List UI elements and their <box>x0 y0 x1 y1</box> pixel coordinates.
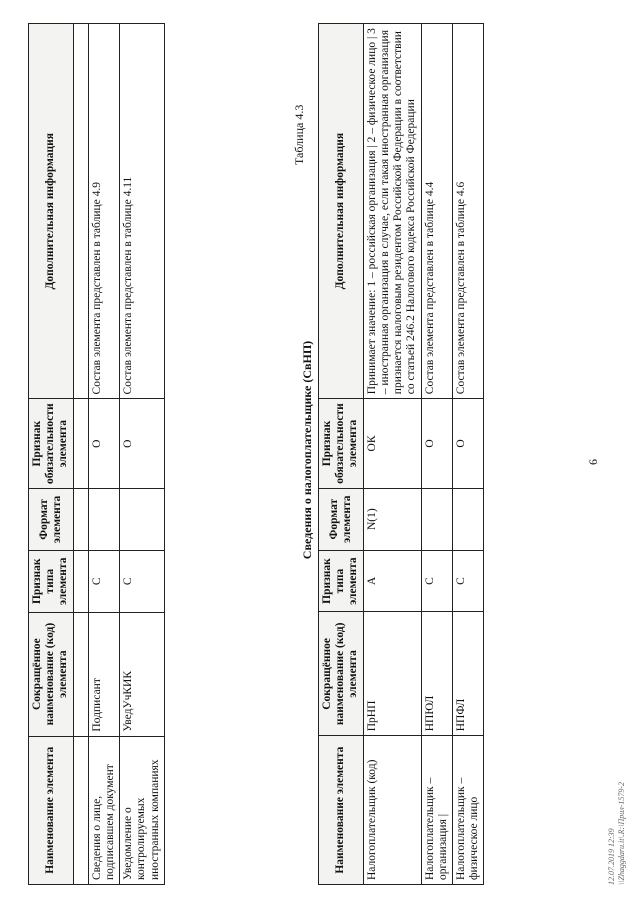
table-row <box>73 24 88 885</box>
cell-format <box>120 488 165 550</box>
cell-name: Уведомление о контролируемых иностранных компаниях <box>120 736 165 884</box>
cell-name: Сведения о лице, подписавшем документ <box>88 736 119 884</box>
table-header-row <box>319 24 364 885</box>
header-required: Признак обязательности элемента <box>29 399 74 489</box>
header-info: Дополнительная информация <box>319 24 364 399</box>
cell-type: А <box>363 550 421 612</box>
cell-info: Состав элемента представлен в таблице 4.6 <box>452 24 483 399</box>
table-row <box>452 24 483 885</box>
cell-info: Состав элемента представлен в таблице 4.11 <box>120 24 165 399</box>
cell-format <box>421 488 452 550</box>
cell-format <box>452 488 483 550</box>
cell-code: ПрНП <box>363 612 421 736</box>
cell-format: N(1) <box>363 488 421 550</box>
header-code: Сокращённое наименование (код) элемента <box>29 612 74 736</box>
cell-code: НПФЛ <box>452 612 483 736</box>
cell-format <box>88 488 119 550</box>
cell-code: УведУчКИК <box>120 612 165 736</box>
header-format: Формат элемента <box>319 488 364 550</box>
cell-name: Налогоплательщик – организация | <box>421 736 452 885</box>
bottom-table <box>318 23 484 885</box>
header-code: Сокращённое наименование (код) элемента <box>319 612 364 736</box>
footer-timestamp: 12.07.2019 12:39 <box>607 828 616 885</box>
header-info: Дополнительная информация <box>29 24 74 399</box>
cell-required: О <box>452 399 483 489</box>
cell-code: НПЮЛ <box>421 612 452 736</box>
table-title: Сведения о налогоплательщике (СвНП) <box>300 340 314 560</box>
cell-name: Налогоплательщик (код) <box>363 736 421 885</box>
header-format: Формат элемента <box>29 488 74 550</box>
footer-path: \\Zhaggdaru.it\.R:\Прил-1579-2 <box>616 781 626 885</box>
cell-type: С <box>452 550 483 612</box>
table-number: Таблица 4.3 <box>292 104 306 165</box>
cell-info: Принимает значение: 1 – российская организация | 2 – физическое лицо | 3 – иностранная организация в случае, если такая иностранная организация признается налоговым резидентом Российской Федерации в соответствии со статьей 246.2 Налогового кодекса Российской Федерации <box>363 24 421 399</box>
top-table <box>28 23 165 885</box>
cell-code: Подписант <box>88 612 119 736</box>
header-name: Наименование элемента <box>29 736 74 884</box>
cell-required: О <box>88 399 119 489</box>
header-required: Признак обязательности элемента <box>319 399 364 489</box>
table-header-row <box>29 24 74 885</box>
cell-type: С <box>421 550 452 612</box>
cell-type: С <box>88 550 119 612</box>
cell-required: ОК <box>363 399 421 489</box>
header-name: Наименование элемента <box>319 736 364 885</box>
cell-required: О <box>421 399 452 489</box>
header-type: Признак типа элемента <box>29 550 74 612</box>
cell-required: О <box>120 399 165 489</box>
table-row <box>363 24 421 885</box>
cell-type: С <box>120 550 165 612</box>
cell-info: Состав элемента представлен в таблице 4.4 <box>421 24 452 399</box>
table-row <box>120 24 165 885</box>
table-row <box>421 24 452 885</box>
page-number: 6 <box>586 459 600 465</box>
file-footer <box>607 782 626 885</box>
table-row <box>88 24 119 885</box>
cell-name: Налогоплательщик – физическое лицо <box>452 736 483 885</box>
header-type: Признак типа элемента <box>319 550 364 612</box>
cell-info: Состав элемента представлен в таблице 4.9 <box>88 24 119 399</box>
